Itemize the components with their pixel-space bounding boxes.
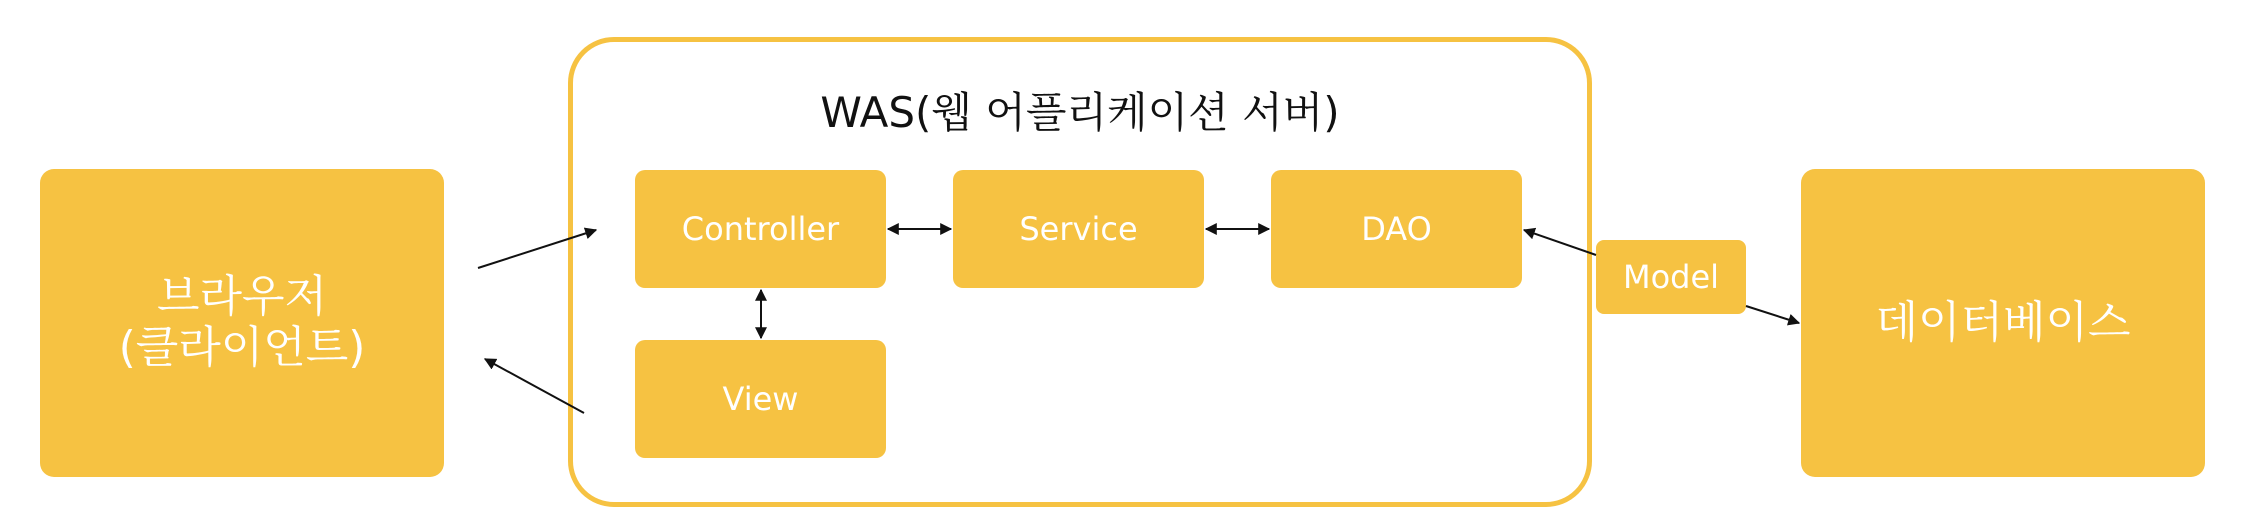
arrow-browser-to-controller: [478, 230, 596, 268]
controller-label: Controller: [681, 210, 840, 248]
model-label: Model: [1622, 258, 1720, 296]
service-label: Service: [1019, 210, 1138, 248]
database-label: 데이터베이스: [1875, 296, 2131, 348]
arrow-model-to-database: [1746, 306, 1799, 323]
was-title: WAS(웹 어플리케이션 서버): [820, 88, 1340, 137]
arrow-model-to-dao: [1524, 230, 1596, 255]
view-label: View: [722, 380, 799, 418]
arrow-view-to-browser: [485, 359, 584, 413]
dao-label: DAO: [1361, 210, 1432, 248]
browser-label: 브라우저 (클라이언트): [118, 271, 366, 373]
